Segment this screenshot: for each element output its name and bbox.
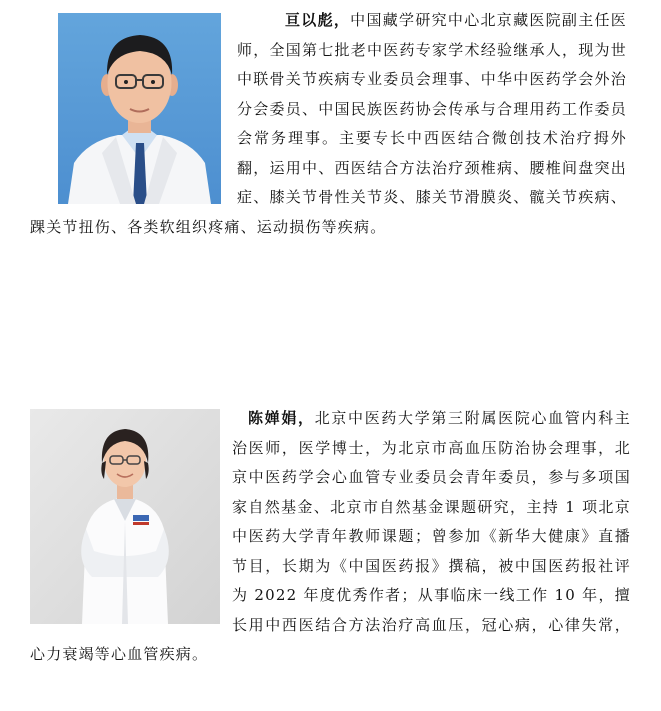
doctor-photo-1 [58,13,221,204]
doctor-bio-text-2: 北京中医药大学第三附属医院心血管内科主治医师，医学博士，为北京市高血压防治协会理事，北京中医药学会心血管专业委员会青年委员，参与多项国家自然基金、北京市自然基金课题研究，主持 1 项北京中医药大学青年教师课题；曾参加《新华大健康》直播节目，长期为《中国医药报》撰稿，被中国医药报社评为 2022 年度优秀作者；从事临床一线工作 10 年，擅长用中西医结合方法治疗高血压，冠心病，心律失常，心力衰竭等心血管疾病。 [30,409,631,663]
doctor-profile-2 [0,404,661,670]
doctor-bio-text-1: 中国藏学研究中心北京藏医院副主任医师，全国第七批老中医药专家学术经验继承人，现为世中联骨关节疾病专业委员会理事、中华中医药学会外治分会委员、中国民族医药协会传承与合理用药工作委员会常务理事。主要专长中西医结合微创技术治疗拇外翻，运用中、西医结合方法治疗颈椎病、腰椎间盘突出症、膝关节骨性关节炎、膝关节滑膜炎、髋关节疾病、踝关节扭伤、各类软组织疼痛、运动损伤等疾病。 [30,11,627,236]
doctor-photo-2 [30,409,220,624]
doctor-name-1: 亘以彪， [285,11,351,29]
doctor-profile-1 [0,0,661,242]
doctor-name-2: 陈婵娟， [248,409,315,427]
